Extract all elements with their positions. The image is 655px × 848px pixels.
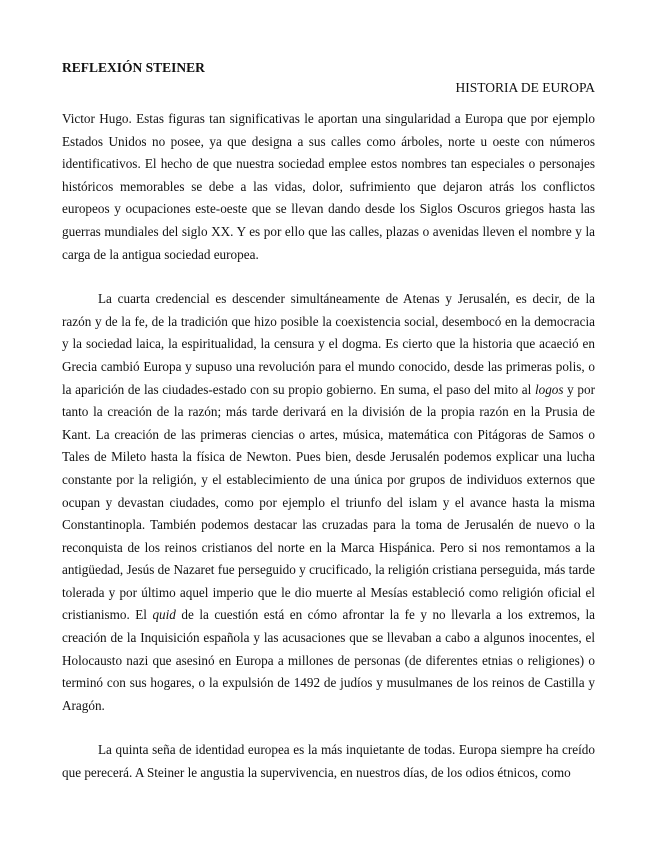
italic-term-logos: logos [534, 381, 564, 397]
paragraph-gap [62, 266, 595, 288]
document-title: REFLEXIÓN STEINER [62, 60, 205, 75]
paragraph-1: Victor Hugo. Estas figuras tan significativas le aportan una singularidad a Europa que por ejemplo Estados Unidos no posee, ya que designa a sus calles como árboles, norte u oeste con números identificativos. El hecho de que nuestra sociedad emplee estos nombres tan especiales o personajes históricos memorables se debe a las vidas, dolor, sufrimiento que dejaron atrás los conflictos europeos y ocupaciones este-oeste que se llevan dando desde los Siglos Oscuros griegos hasta las guerras mundiales del siglo XX. Y es por ello que las calles, plazas o avenidas lleven el nombre y la carga de la antigua sociedad europea. [62, 111, 595, 262]
paragraph-2 [62, 288, 595, 717]
paragraph-2-part-2: y por tanto la creación de la razón; más tarde derivará en la división de la propia razón en la Prusia de Kant. La creación de las primeras ciencias o artes, música, matemática con Pitágoras de Samos o Tales de Mileto hasta la física de Newton. Pues bien, desde Jerusalén podemos explicar una lucha constante por la religión, y el establecimiento de una única por grupos de individuos externos que ocupan y devastan ciudades, como por ejemplo el triunfo del islam y el avance hasta la misma Constantinopla. También podemos destacar las cruzadas para la toma de Jerusalén de nuevo o la reconquista de los reinos cristianos del norte en la Marca Hispánica. Pero si nos remontamos a la antigüedad, Jesús de Nazaret fue perseguido y crucificado, la religión cristiana perseguida, más tarde tolerada y por último aquel imperio que le dio muerte al Mesías estableció como religión oficial el cristianismo. El [62, 381, 595, 623]
paragraph-gap [62, 717, 595, 739]
italic-term-quid: quid [152, 607, 176, 623]
paragraph-2-part-3: de la cuestión está en cómo afrontar la fe y no llevarla a los extremos, la creación de la Inquisición española y las acusaciones que se llevaban a cabo a algunos inocentes, el Holocausto nazi que asesinó en Europa a millones de personas (de diferentes etnias o religiones) o terminó con sus hogares, o la expulsión de 1492 de judíos y musulmanes de los reinos de Castilla y Aragón. [62, 607, 595, 713]
document-page [62, 58, 595, 785]
document-subject: HISTORIA DE EUROPA [455, 80, 595, 95]
paragraph-3: La quinta seña de identidad europea es la más inquietante de todas. Europa siempre ha creído que perecerá. A Steiner le angustia la supervivencia, en nuestros días, de los odios étnicos, como [62, 742, 595, 781]
paragraph-2-part-1: La cuarta credencial es descender simultáneamente de Atenas y Jerusalén, es decir, de la razón y de la fe, de la tradición que hizo posible la coexistencia social, desembocó en la democracia y la sociedad laica, la espiritualidad, la censura y el dogma. Es cierto que la historia que acaeció en Grecia cambió Europa y supuso una revolución para el mundo conocido, desde las primeras polis, o la aparición de las ciudades-estado con su propio gobierno. En suma, el paso del mito al [62, 291, 595, 397]
